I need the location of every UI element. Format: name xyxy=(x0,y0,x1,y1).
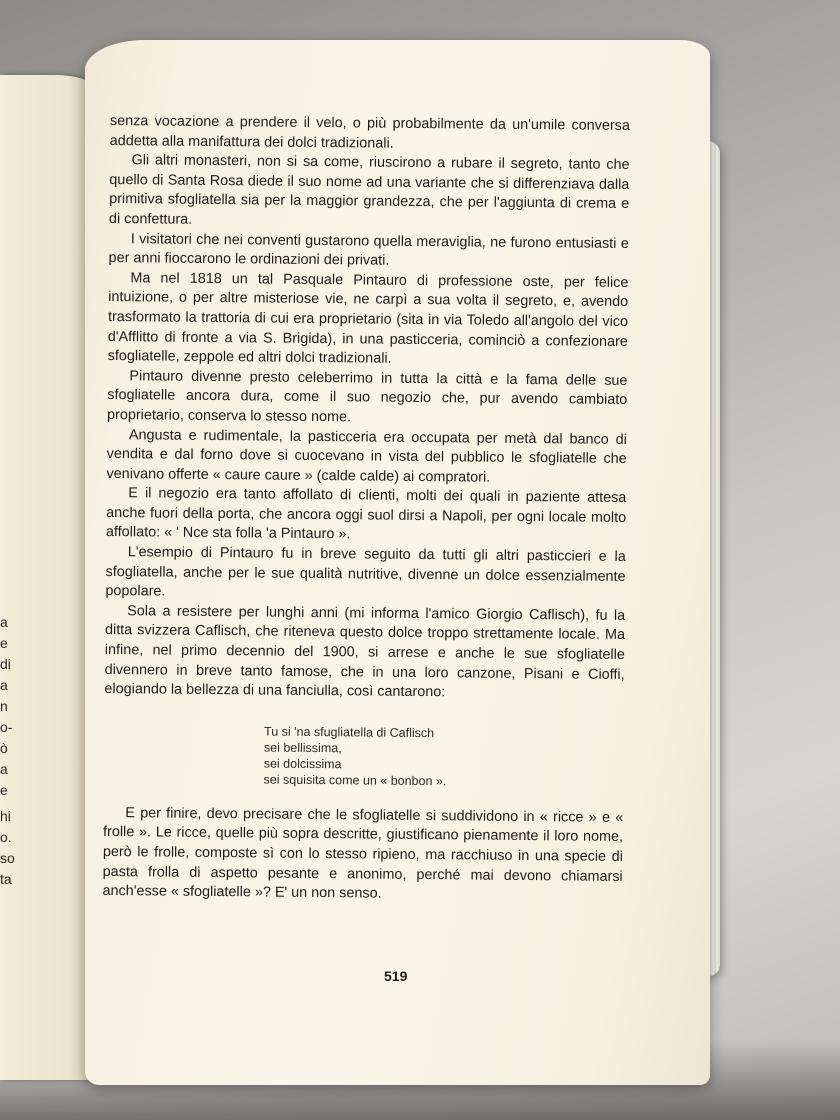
left-fragment: o- xyxy=(0,719,13,735)
left-fragment: so xyxy=(0,850,15,866)
paragraph: E il negozio era tanto affollato di clienti, molti dei quali in paziente attesa anche fuori della porta, che ancora oggi suol dirsi a Napoli, per ogni locale molto affollato: « ' Nce sta folla 'a Pintauro ». xyxy=(105,485,627,543)
paragraph: Gli altri monasteri, non si sa come, riuscirono a rubare il segreto, tanto che quello di Santa Rosa diede il suo nome ad una variante che si differenziava dalla primitiva sfogliatella sia per la maggior grandezza, che per l'aggiunta di crema e di confettura. xyxy=(108,152,630,228)
paragraph: I visitatori che nei conventi gustarono quella meraviglia, ne furono entusiasti e per anni fioccarono le ordinazioni dei privati. xyxy=(108,230,629,269)
paragraph: Sola a resistere per lunghi anni (mi informa l'amico Giorgio Caflisch), fu la ditta svizzera Caflisch, che riteneva questo dolce troppo strettamente locale. Ma infine, nel primo decennio del 1900, si arrese e anche le sue sfogliatelle divennero in breve tanto famose, che in una loro canzone, Pisani e Cioffi, elogiando la bellezza di una fanciulla, così cantarono: xyxy=(104,603,626,701)
left-fragment: e xyxy=(0,635,8,651)
left-fragment: e xyxy=(0,782,8,798)
poem-line: sei bellissima, xyxy=(263,740,342,756)
poem-line: sei squisita come un « bonbon ». xyxy=(263,772,447,789)
left-fragment: a xyxy=(0,677,8,693)
page-number: 519 xyxy=(384,968,408,984)
paragraph: L'esempio di Pintauro fu in breve seguito da tutti gli altri pasticcieri e la sfogliatella, anche per le sue qualità nutritive, divenne un dolce essenzialmente popolare. xyxy=(105,544,626,600)
left-fragment: n xyxy=(0,698,8,714)
left-fragment: a xyxy=(0,614,8,630)
left-fragment: ta xyxy=(0,871,12,887)
left-fragment: di xyxy=(0,656,11,672)
left-fragment: hi xyxy=(0,808,11,824)
page-body xyxy=(102,112,630,907)
paragraph: Angusta e rudimentale, la pasticceria era occupata per metà dal banco di vendita e dal forno dove si cuocevano in vista del pubblico le sfogliatelle che venivano offerte « caure caure » (calde calde) ai compratori. xyxy=(106,426,627,486)
left-page xyxy=(0,75,95,1080)
final-paragraph: E per finire, devo precisare che le sfogliatelle si suddividono in « ricce » e « frolle ». Le ricce, quelle più sopra descritte, giustificano pienamente il loro nome, però le frolle, composte sì con lo stesso ripieno, ma racchiuso in una specie di pasta frolla di aspetto pesante e anonimo, perché mai devono chiamarsi anch'esse « sfogliatelle »? E' un non senso. xyxy=(102,804,624,902)
paragraph: Pintauro divenne presto celeberrimo in tutta la città e la fama delle sue sfogliatelle ancora dura, come il suo negozio che, pur avendo cambiato proprietario, conserva lo stesso nome. xyxy=(107,367,628,426)
paragraph: Ma nel 1818 un tal Pasquale Pintauro di professione oste, per felice intuizione, o per altre misteriose vie, ne carpì a sua volta il segreto, e, avendo trasformato la trattoria di cui era proprietario (sita in via Toledo all'angolo del vico d'Afflitto di fronte a via S. Brigida), in una pasticceria, cominciò a confezionare sfogliatelle, zeppole ed altri dolci tradizionali. xyxy=(107,269,629,367)
left-fragment: ò xyxy=(0,740,8,756)
poem-line: Tu si 'na sfugliatella di Caflisch xyxy=(263,724,435,740)
left-fragment: a xyxy=(0,761,8,777)
left-fragment: o. xyxy=(0,829,12,845)
song-quote xyxy=(264,723,625,790)
paragraph: senza vocazione a prendere il velo, o più probabilmente da un'umile conversa addetta alla manifattura dei dolci tradizionali. xyxy=(109,112,630,152)
poem-line: sei dolcissima xyxy=(263,756,342,772)
